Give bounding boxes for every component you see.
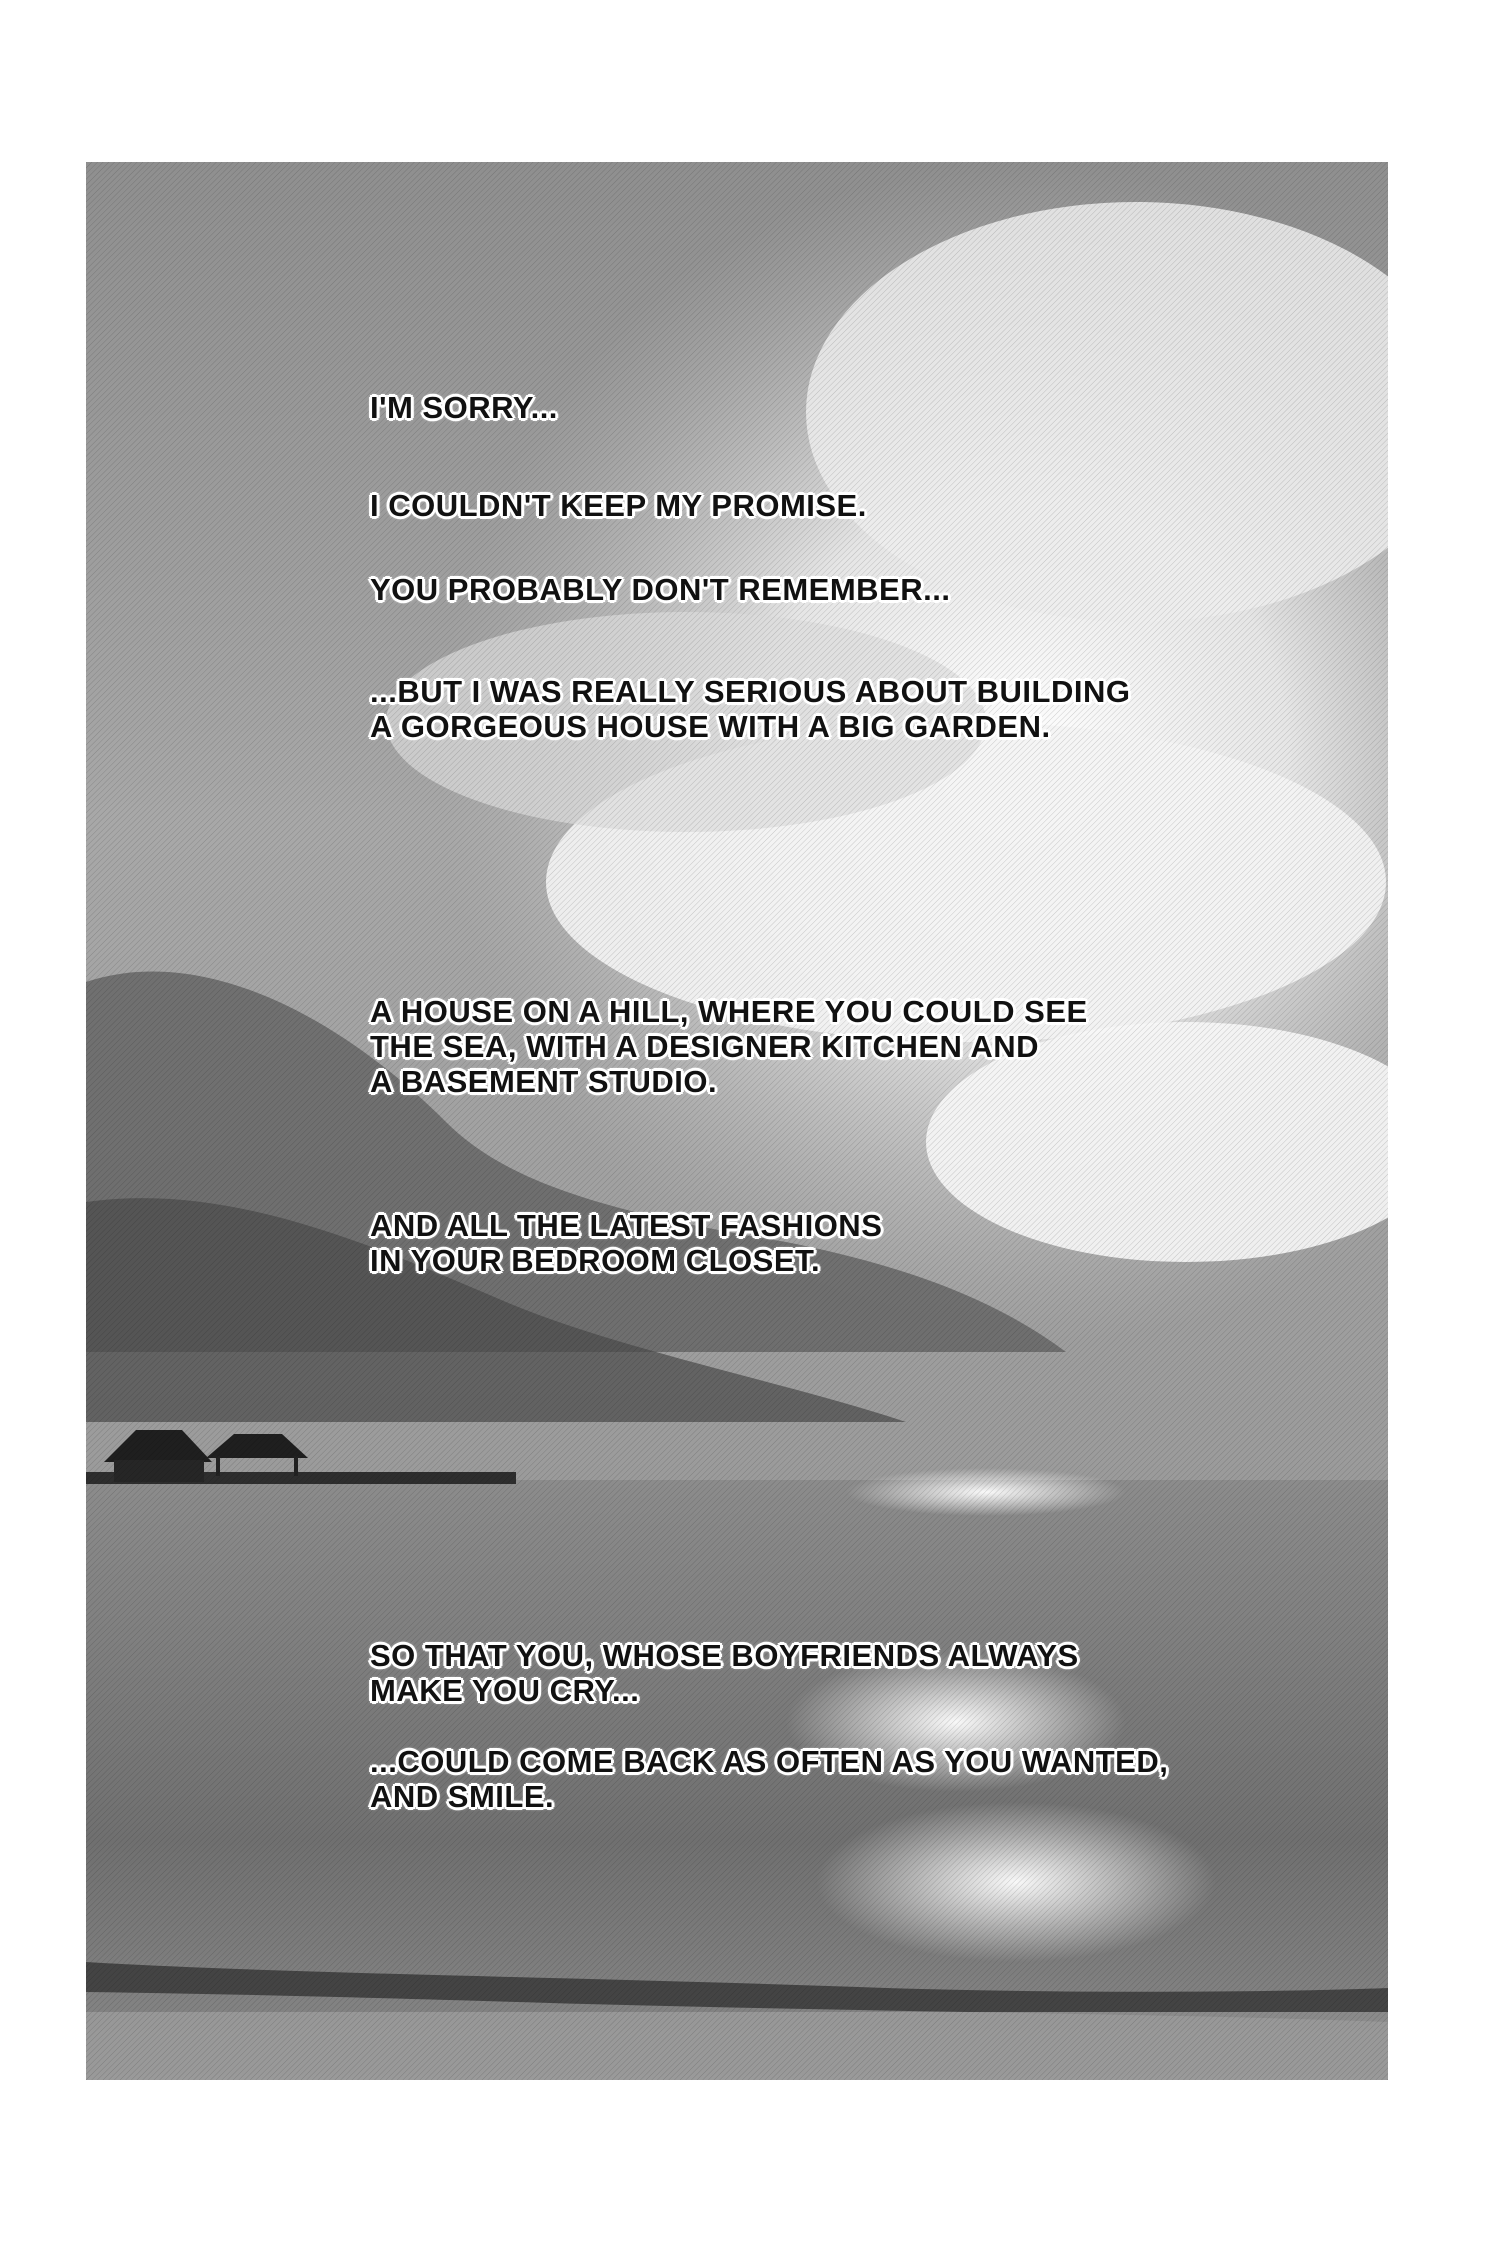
- caption-line: AND SMILE.: [370, 1779, 555, 1814]
- caption-line: YOU PROBABLY DON'T REMEMBER...: [370, 572, 951, 607]
- caption-2: [370, 488, 867, 523]
- caption-6: [370, 1208, 882, 1278]
- caption-line: THE SEA, WITH A DESIGNER KITCHEN AND: [370, 1029, 1040, 1064]
- caption-5: [370, 994, 1088, 1099]
- caption-line: A HOUSE ON A HILL, WHERE YOU COULD SEE: [370, 994, 1088, 1029]
- caption-line: ...COULD COME BACK AS OFTEN AS YOU WANTED,: [370, 1744, 1169, 1779]
- caption-3: [370, 572, 950, 607]
- caption-line: I'M SORRY...: [370, 390, 558, 425]
- caption-8: [370, 1744, 1168, 1814]
- caption-line: IN YOUR BEDROOM CLOSET.: [370, 1243, 821, 1278]
- caption-line: A BASEMENT STUDIO.: [370, 1064, 718, 1099]
- caption-line: ...BUT I WAS REALLY SERIOUS ABOUT BUILDING: [370, 674, 1131, 709]
- caption-line: AND ALL THE LATEST FASHIONS: [370, 1208, 883, 1243]
- caption-4: [370, 674, 1130, 744]
- caption-line: A GORGEOUS HOUSE WITH A BIG GARDEN.: [370, 709, 1051, 744]
- caption-1: [370, 390, 558, 425]
- caption-line: MAKE YOU CRY...: [370, 1673, 640, 1708]
- caption-line: SO THAT YOU, WHOSE BOYFRIENDS ALWAYS: [370, 1638, 1079, 1673]
- caption-line: I COULDN'T KEEP MY PROMISE.: [370, 488, 867, 523]
- caption-7: [370, 1638, 1079, 1708]
- seascape-panel: [86, 162, 1388, 2080]
